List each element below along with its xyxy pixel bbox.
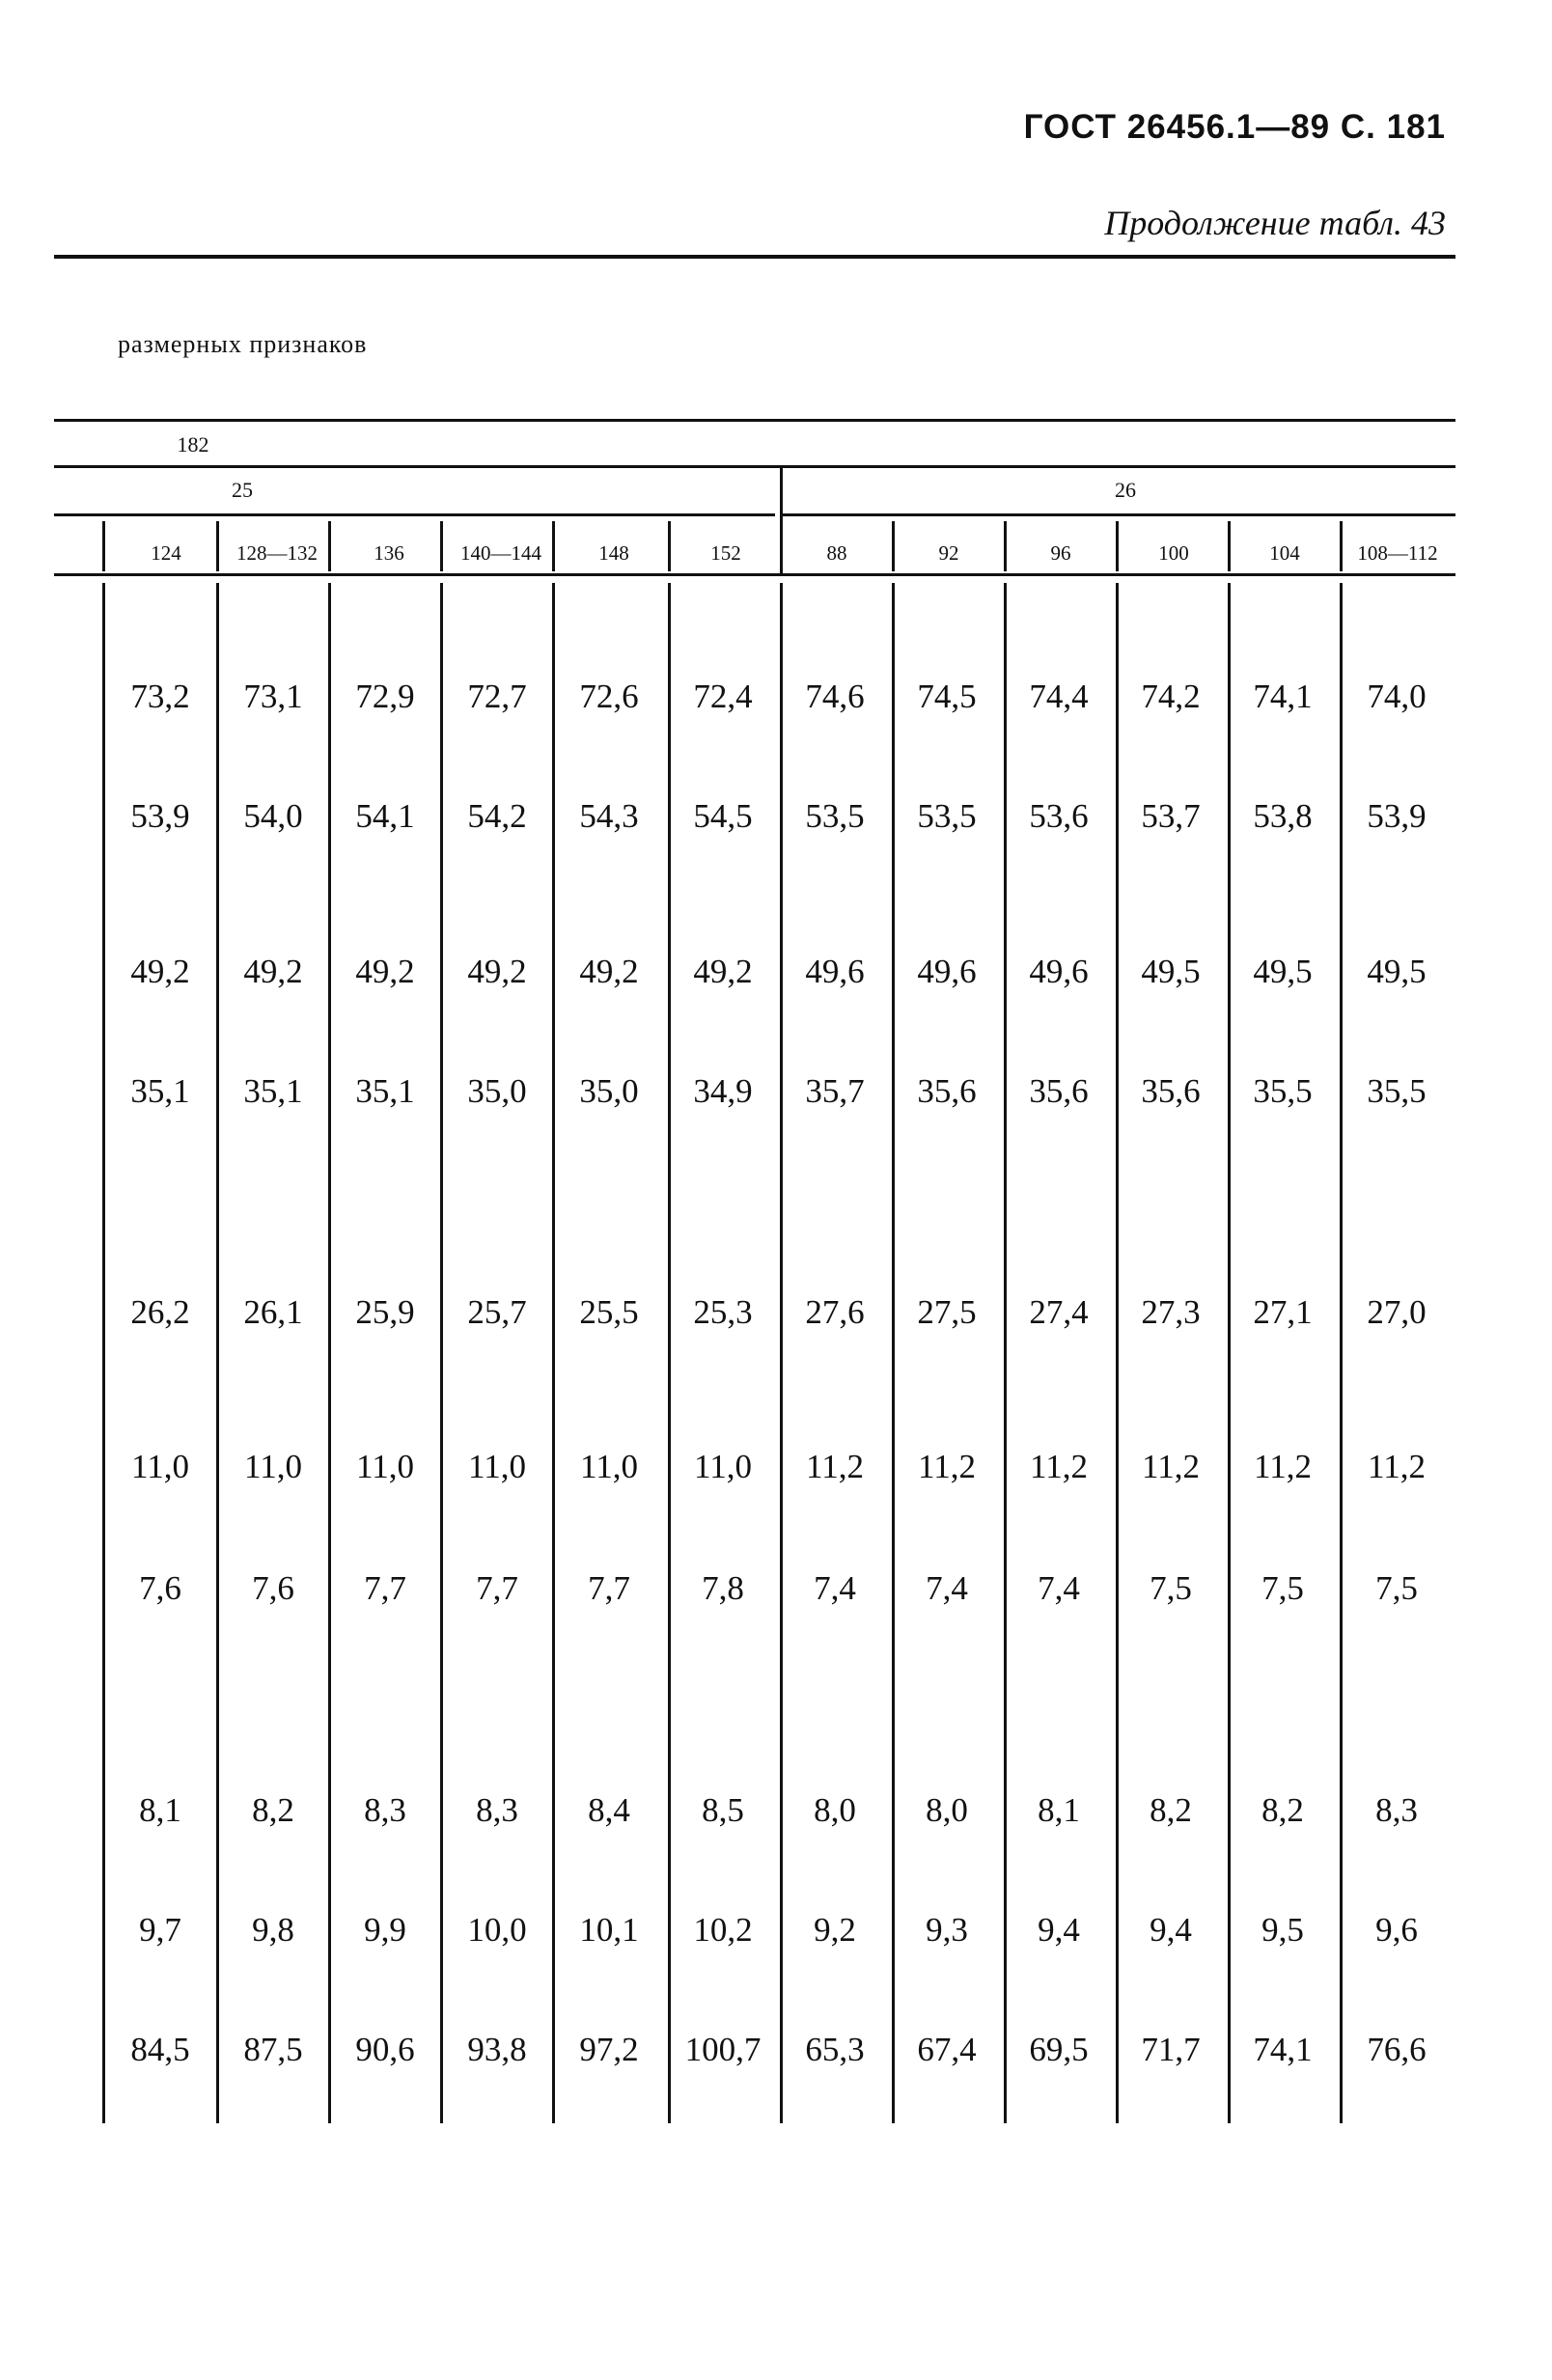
table-cell: 84,5 <box>130 2031 190 2068</box>
table-cell: 53,7 <box>1141 797 1201 835</box>
table-cell: 54,0 <box>243 797 303 835</box>
column-separator <box>328 583 331 2123</box>
column-separator <box>216 583 219 2123</box>
table-cell: 8,4 <box>588 1791 630 1829</box>
table-cell: 54,2 <box>467 797 527 835</box>
table-cell: 49,5 <box>1141 953 1201 990</box>
table-cell: 74,1 <box>1253 2031 1313 2068</box>
table-cell: 53,9 <box>130 797 190 835</box>
column-separator <box>102 583 105 2123</box>
table-cell: 49,2 <box>243 953 303 990</box>
table-cell: 35,6 <box>1141 1072 1201 1110</box>
table-cell: 73,2 <box>130 678 190 715</box>
table-top-rule <box>54 419 1455 422</box>
column-separator <box>440 583 443 2123</box>
table-cell: 27,1 <box>1253 1293 1313 1331</box>
table-cell: 35,5 <box>1253 1072 1313 1110</box>
table-cell: 7,6 <box>252 1569 294 1607</box>
table-cell: 8,5 <box>702 1791 744 1829</box>
table-cell: 74,5 <box>917 678 977 715</box>
table-cell: 72,6 <box>579 678 639 715</box>
table-cell: 49,2 <box>130 953 190 990</box>
table-cell: 67,4 <box>917 2031 977 2068</box>
table-cell: 8,0 <box>926 1791 968 1829</box>
table-cell: 11,2 <box>806 1448 864 1485</box>
table-cell: 53,5 <box>805 797 865 835</box>
column-separator <box>1116 521 1119 571</box>
table-cell: 8,3 <box>1375 1791 1418 1829</box>
table-cell: 72,9 <box>355 678 415 715</box>
column-separator <box>1340 521 1343 571</box>
table-cell: 26,1 <box>243 1293 303 1331</box>
table-cell: 35,1 <box>243 1072 303 1110</box>
table-cell: 54,5 <box>693 797 753 835</box>
column-header: 124 <box>151 541 181 565</box>
table-cell: 7,4 <box>814 1569 856 1607</box>
column-separator <box>216 521 219 571</box>
table-cell: 26,2 <box>130 1293 190 1331</box>
table-cell: 9,6 <box>1375 1911 1418 1949</box>
table-cell: 9,9 <box>364 1911 406 1949</box>
table-cell: 76,6 <box>1367 2031 1427 2068</box>
table-cell: 8,0 <box>814 1791 856 1829</box>
table-cell: 49,2 <box>467 953 527 990</box>
group-25-rule <box>54 513 775 516</box>
column-separator <box>552 521 555 571</box>
table-cell: 7,8 <box>702 1569 744 1607</box>
table-cell: 74,6 <box>805 678 865 715</box>
table-cell: 74,4 <box>1029 678 1089 715</box>
table-cell: 25,5 <box>579 1293 639 1331</box>
table-cell: 90,6 <box>355 2031 415 2068</box>
table-cell: 9,4 <box>1038 1911 1080 1949</box>
column-separator <box>102 521 105 571</box>
table-cell: 7,6 <box>139 1569 181 1607</box>
table-cell: 27,6 <box>805 1293 865 1331</box>
section-caption: размерных признаков <box>118 330 368 358</box>
table-cell: 25,7 <box>467 1293 527 1331</box>
table-cell: 7,4 <box>1038 1569 1080 1607</box>
column-separator <box>1004 521 1007 571</box>
table-cell: 7,7 <box>588 1569 630 1607</box>
table-cell: 8,1 <box>1038 1791 1080 1829</box>
table-cell: 11,2 <box>1254 1448 1312 1485</box>
column-separator <box>1228 521 1231 571</box>
table-cell: 53,8 <box>1253 797 1313 835</box>
group-label-25: 25 <box>232 478 253 502</box>
table-cell: 49,5 <box>1367 953 1427 990</box>
table-cell: 87,5 <box>243 2031 303 2068</box>
column-header: 104 <box>1269 541 1300 565</box>
table-cell: 10,1 <box>579 1911 639 1949</box>
table-cell: 7,4 <box>926 1569 968 1607</box>
table-cell: 93,8 <box>467 2031 527 2068</box>
table-cell: 8,3 <box>476 1791 518 1829</box>
column-header: 140—144 <box>460 541 541 565</box>
table-cell: 35,6 <box>1029 1072 1089 1110</box>
table-cell: 25,9 <box>355 1293 415 1331</box>
table-cell: 11,2 <box>1030 1448 1088 1485</box>
top-group-label: 182 <box>177 432 209 457</box>
column-separator <box>892 521 895 571</box>
table-cell: 27,5 <box>917 1293 977 1331</box>
table-cell: 72,4 <box>693 678 753 715</box>
table-continuation-label: Продолжение табл. 43 <box>1104 204 1446 242</box>
table-cell: 49,6 <box>805 953 865 990</box>
table-cell: 11,2 <box>1142 1448 1200 1485</box>
column-header-bottom-rule <box>54 573 1455 576</box>
column-separator <box>780 583 783 2123</box>
column-header: 148 <box>598 541 629 565</box>
table-cell: 49,5 <box>1253 953 1313 990</box>
column-header: 100 <box>1158 541 1189 565</box>
header-rule <box>54 255 1455 259</box>
table-cell: 8,1 <box>139 1791 181 1829</box>
table-cell: 49,2 <box>693 953 753 990</box>
table-cell: 54,3 <box>579 797 639 835</box>
table-cell: 7,5 <box>1150 1569 1192 1607</box>
table-cell: 7,5 <box>1261 1569 1304 1607</box>
table-cell: 9,7 <box>139 1911 181 1949</box>
table-cell: 9,8 <box>252 1911 294 1949</box>
table-cell: 35,1 <box>130 1072 190 1110</box>
table-cell: 35,1 <box>355 1072 415 1110</box>
table-cell: 11,2 <box>1368 1448 1426 1485</box>
group-182-rule <box>54 465 1455 468</box>
table-cell: 10,2 <box>693 1911 753 1949</box>
table-cell: 9,3 <box>926 1911 968 1949</box>
table-cell: 27,4 <box>1029 1293 1089 1331</box>
table-cell: 72,7 <box>467 678 527 715</box>
document-title: ГОСТ 26456.1—89 С. 181 <box>1023 108 1446 146</box>
table-cell: 35,6 <box>917 1072 977 1110</box>
column-separator <box>668 583 671 2123</box>
table-cell: 7,5 <box>1375 1569 1418 1607</box>
table-cell: 9,2 <box>814 1911 856 1949</box>
table-cell: 49,6 <box>917 953 977 990</box>
table-cell: 49,6 <box>1029 953 1089 990</box>
column-separator <box>1228 583 1231 2123</box>
table-cell: 35,0 <box>579 1072 639 1110</box>
table-cell: 71,7 <box>1141 2031 1201 2068</box>
column-header: 88 <box>826 541 847 565</box>
table-cell: 27,0 <box>1367 1293 1427 1331</box>
column-header: 92 <box>938 541 959 565</box>
column-separator <box>1116 583 1119 2123</box>
table-cell: 53,5 <box>917 797 977 835</box>
table-cell: 74,0 <box>1367 678 1427 715</box>
table-cell: 53,6 <box>1029 797 1089 835</box>
table-cell: 11,0 <box>468 1448 526 1485</box>
table-cell: 7,7 <box>364 1569 406 1607</box>
column-separator <box>1340 583 1343 2123</box>
table-cell: 11,0 <box>131 1448 189 1485</box>
column-header: 136 <box>374 541 404 565</box>
table-cell: 69,5 <box>1029 2031 1089 2068</box>
table-cell: 7,7 <box>476 1569 518 1607</box>
column-separator <box>892 583 895 2123</box>
column-header: 152 <box>710 541 741 565</box>
table-cell: 54,1 <box>355 797 415 835</box>
table-cell: 53,9 <box>1367 797 1427 835</box>
table-cell: 27,3 <box>1141 1293 1201 1331</box>
page-header <box>0 0 1552 405</box>
table-cell: 8,2 <box>1261 1791 1304 1829</box>
table-cell: 35,5 <box>1367 1072 1427 1110</box>
column-header: 108—112 <box>1357 541 1438 565</box>
table-cell: 11,0 <box>356 1448 414 1485</box>
column-separator <box>440 521 443 571</box>
table-cell: 65,3 <box>805 2031 865 2068</box>
table-cell: 9,4 <box>1150 1911 1192 1949</box>
table-cell: 34,9 <box>693 1072 753 1110</box>
column-separator <box>1004 583 1007 2123</box>
table-cell: 49,2 <box>579 953 639 990</box>
table-cell: 97,2 <box>579 2031 639 2068</box>
column-header: 128—132 <box>236 541 318 565</box>
table-cell: 74,2 <box>1141 678 1201 715</box>
table-cell: 49,2 <box>355 953 415 990</box>
table-cell: 11,2 <box>918 1448 976 1485</box>
table-cell: 8,2 <box>1150 1791 1192 1829</box>
group-label-26: 26 <box>1115 478 1136 502</box>
column-separator <box>780 521 783 571</box>
table-cell: 8,3 <box>364 1791 406 1829</box>
column-separator <box>668 521 671 571</box>
table-cell: 11,0 <box>694 1448 752 1485</box>
table-cell: 35,7 <box>805 1072 865 1110</box>
table-cell: 8,2 <box>252 1791 294 1829</box>
group-26-rule <box>782 513 1455 516</box>
table-cell: 9,5 <box>1261 1911 1304 1949</box>
column-header: 96 <box>1050 541 1071 565</box>
table-cell: 25,3 <box>693 1293 753 1331</box>
table-cell: 73,1 <box>243 678 303 715</box>
column-separator <box>552 583 555 2123</box>
table-cell: 11,0 <box>580 1448 638 1485</box>
table-cell: 74,1 <box>1253 678 1313 715</box>
column-separator <box>328 521 331 571</box>
table-cell: 10,0 <box>467 1911 527 1949</box>
table-cell: 100,7 <box>684 2031 762 2068</box>
table-cell: 35,0 <box>467 1072 527 1110</box>
table-cell: 11,0 <box>244 1448 302 1485</box>
